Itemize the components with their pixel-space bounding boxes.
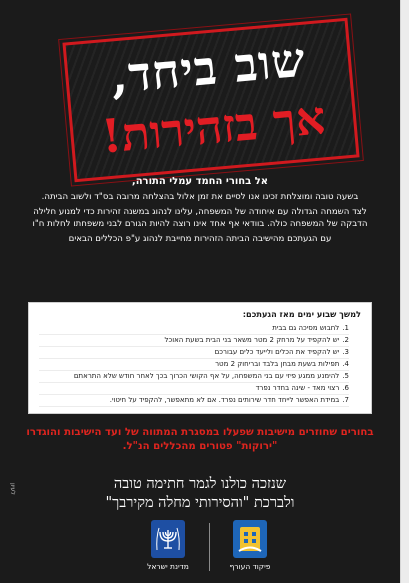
rule-item: [39, 359, 349, 371]
intro-text: [28, 176, 372, 248]
rule-text: במידת האפשר לייחד חדר שירותים נפרד. אם לא מתאפשר, להקפיד על חיטוי.: [109, 396, 340, 404]
rule-item: [39, 371, 349, 383]
rule-item: [39, 347, 349, 359]
rule-number: 6.: [342, 384, 349, 392]
rule-number: 7.: [342, 396, 349, 404]
rule-item: [39, 395, 349, 407]
closing-wish: [18, 475, 382, 513]
intro-paragraph-1: בשעה טובה ומוצלחת זכינו אנו לסיים את זמן אלול בהצלחה מרובה בס"ד ולשוב הביתה.: [41, 192, 359, 202]
rules-list: [39, 323, 361, 407]
menorah-emblem-icon: [151, 520, 185, 558]
rule-number: 2.: [342, 336, 349, 344]
intro-paragraph-2: לצד השמחה הגדולה עם איחודה של המשפחה, עלינו לנהוג במשנה זהירות כדי למנוע חלילה הדבקה של המשפחה כולה. בוודאי אף אחד אינו רוצה להיות הגורם לבני משפחתו לחלות ח"ו: [32, 207, 368, 229]
rule-number: 4.: [342, 360, 349, 368]
rules-box: [28, 302, 372, 414]
wish-line-1: שנזכה כולנו לגמר חתימה טובה: [113, 476, 287, 492]
headline-stamp: [62, 18, 359, 182]
paper-margin: [400, 0, 409, 583]
pikud-label: פיקוד העורף: [229, 562, 271, 571]
exemption-callout: בחורים שחוזרים מישיבות שפעלו במסגרת המתווה של ועד הישיבות והוגדרו "ירוקות" פטורים מהכללים הנ"ל.: [26, 427, 374, 452]
side-note: לעיון: [9, 483, 16, 495]
rule-text: להימנע ממגע פיזי עם בני המשפחה, על אף הקושי הכרוך בכך לאחר חודש שלא התראתם: [73, 372, 340, 380]
logo-divider: [209, 523, 210, 571]
rule-text: יש להקפיד על מרחק 2 מטר משאר בני הבית בשעת האוכל: [164, 336, 340, 344]
rule-text: תפילות בשעת מבחן בלבד ובריחוק 2 מטר: [215, 360, 340, 368]
headline-line-1: שוב ביחד,: [108, 32, 308, 105]
rule-item: [39, 323, 349, 335]
intro-paragraph-3: עם הגעתכם מהישיבה הביתה הזהירות מחייבת לנהוג ע"פ הכללים הבאים: [68, 234, 332, 244]
rule-text: לחבוש מסיכה גם בבית: [272, 324, 340, 332]
pikud-haoref-logo: [224, 520, 276, 571]
rules-title: למשך שבוע ימים מאז הגעתכם:: [242, 309, 361, 319]
state-of-israel-logo: [142, 520, 194, 571]
greeting: אל בחורי החמד עמלי התורה,: [131, 176, 269, 187]
rule-number: 3.: [342, 348, 349, 356]
rule-number: 1.: [342, 324, 349, 332]
pikud-emblem-icon: [233, 520, 267, 558]
rule-item: [39, 335, 349, 347]
rule-item: [39, 383, 349, 395]
wish-line-2: ולברכת "והסירותי מחלה מקירבך": [105, 495, 295, 511]
rule-text: רצוי מאד - שינה בחדר נפרד: [255, 384, 340, 392]
headline-line-2: אך בזהירות!: [99, 90, 328, 164]
rule-number: 5.: [342, 372, 349, 380]
state-label: מדינת ישראל: [147, 562, 189, 571]
rule-text: יש להקפיד את הכלים ולייעד כלים עבורכם: [214, 348, 340, 356]
